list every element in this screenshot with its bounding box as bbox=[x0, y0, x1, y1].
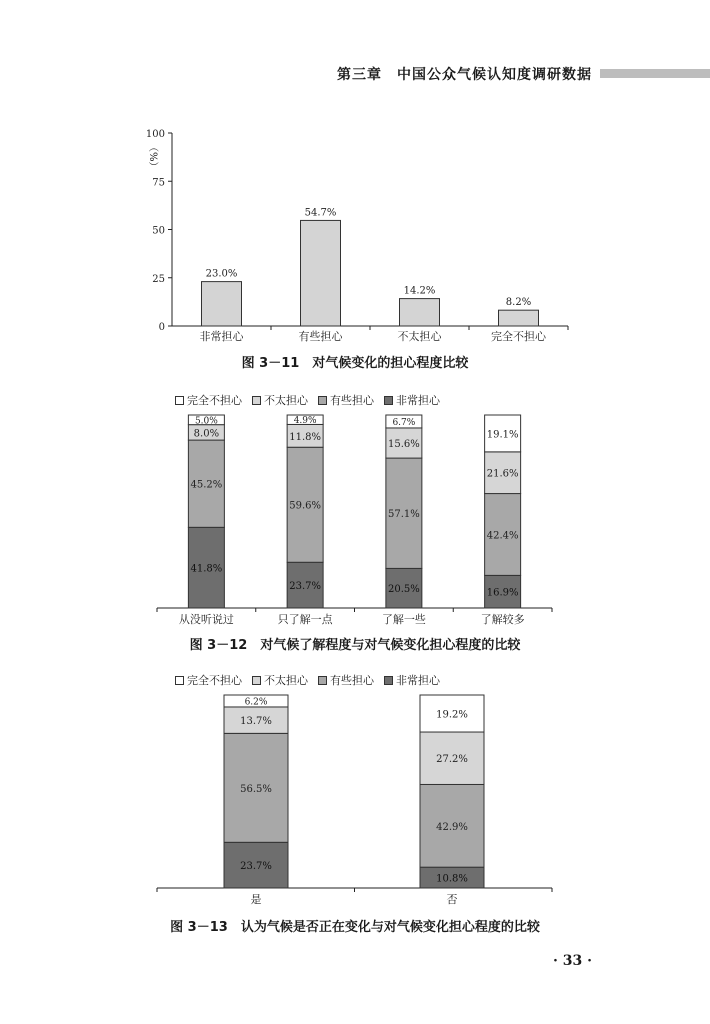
caption-figure-3-13: 图 3－13 认为气候是否正在变化与对气候变化担心程度的比较 bbox=[170, 920, 540, 935]
x-tick-label: 完全不担心 bbox=[491, 330, 546, 343]
bar bbox=[400, 299, 440, 326]
x-tick-label: 了解较多 bbox=[480, 613, 525, 626]
chart-belief-vs-worry bbox=[0, 680, 710, 910]
segment-value-label: 57.1% bbox=[387, 509, 420, 521]
page-number: · 33 · bbox=[553, 953, 592, 969]
x-tick-label: 否 bbox=[446, 893, 458, 906]
segment-value-label: 13.7% bbox=[240, 716, 272, 728]
y-tick-label: 25 bbox=[152, 273, 165, 285]
bar-value-label: 23.0% bbox=[205, 268, 238, 280]
segment-value-label: 6.2% bbox=[244, 697, 268, 708]
legend-label: 有些担心 bbox=[330, 394, 374, 407]
x-tick-label: 非常担心 bbox=[199, 330, 244, 343]
segment-value-label: 11.8% bbox=[289, 431, 322, 443]
y-tick-label: 50 bbox=[152, 225, 165, 237]
running-header bbox=[0, 62, 710, 86]
segment-value-label: 15.6% bbox=[387, 439, 420, 451]
segment-value-label: 8.0% bbox=[193, 428, 220, 440]
y-tick-label: 100 bbox=[145, 129, 165, 140]
x-tick-label: 是 bbox=[250, 893, 262, 906]
legend-label: 非常担心 bbox=[396, 674, 440, 687]
legend-label: 非常担心 bbox=[396, 394, 440, 407]
bar-value-label: 14.2% bbox=[403, 285, 436, 297]
y-tick-label: 0 bbox=[158, 322, 165, 333]
segment-value-label: 5.0% bbox=[194, 416, 218, 427]
segment-value-label: 23.7% bbox=[289, 581, 322, 593]
caption-figure-3-11: 图 3－11 对气候变化的担心程度比较 bbox=[241, 356, 469, 371]
chart-knowledge-vs-worry bbox=[0, 400, 710, 630]
segment-value-label: 42.9% bbox=[436, 821, 468, 833]
bar bbox=[202, 282, 242, 326]
x-tick-label: 从没听说过 bbox=[178, 613, 234, 626]
x-tick-label: 了解一些 bbox=[381, 613, 426, 626]
x-tick-label: 不太担心 bbox=[397, 330, 442, 343]
bar-value-label: 54.7% bbox=[304, 207, 337, 219]
segment-value-label: 59.6% bbox=[289, 500, 322, 512]
bar bbox=[301, 220, 341, 326]
segment-value-label: 6.7% bbox=[392, 417, 416, 428]
segment-value-label: 42.4% bbox=[486, 530, 519, 542]
legend-label: 有些担心 bbox=[330, 674, 374, 687]
segment-value-label: 10.8% bbox=[436, 873, 468, 885]
segment-value-label: 19.1% bbox=[486, 429, 519, 441]
x-tick-label: 有些担心 bbox=[298, 330, 343, 343]
segment-value-label: 21.6% bbox=[486, 468, 519, 480]
x-tick-label: 只了解一点 bbox=[277, 613, 333, 626]
y-tick-label: 75 bbox=[152, 177, 165, 189]
legend-label: 完全不担心 bbox=[187, 674, 242, 687]
segment-value-label: 41.8% bbox=[190, 563, 223, 575]
segment-value-label: 16.9% bbox=[486, 587, 519, 599]
chart-worry-level bbox=[0, 120, 710, 350]
segment-value-label: 45.2% bbox=[190, 479, 223, 491]
y-axis-label: （%） bbox=[147, 142, 158, 172]
segment-value-label: 56.5% bbox=[240, 783, 272, 795]
legend-label: 不太担心 bbox=[264, 394, 308, 407]
chapter-title: 第三章 中国公众气候认知度调研数据 bbox=[337, 67, 592, 83]
segment-value-label: 27.2% bbox=[436, 754, 468, 766]
segment-value-label: 4.9% bbox=[293, 416, 317, 427]
bar-value-label: 8.2% bbox=[505, 297, 532, 309]
header-decoration-bar bbox=[600, 69, 710, 78]
segment-value-label: 20.5% bbox=[387, 584, 420, 596]
bar bbox=[499, 310, 539, 326]
segment-value-label: 19.2% bbox=[436, 709, 468, 721]
caption-figure-3-12: 图 3－12 对气候了解程度与对气候变化担心程度的比较 bbox=[189, 638, 521, 653]
legend-label: 不太担心 bbox=[264, 674, 308, 687]
segment-value-label: 23.7% bbox=[240, 861, 272, 873]
legend-label: 完全不担心 bbox=[187, 394, 242, 407]
